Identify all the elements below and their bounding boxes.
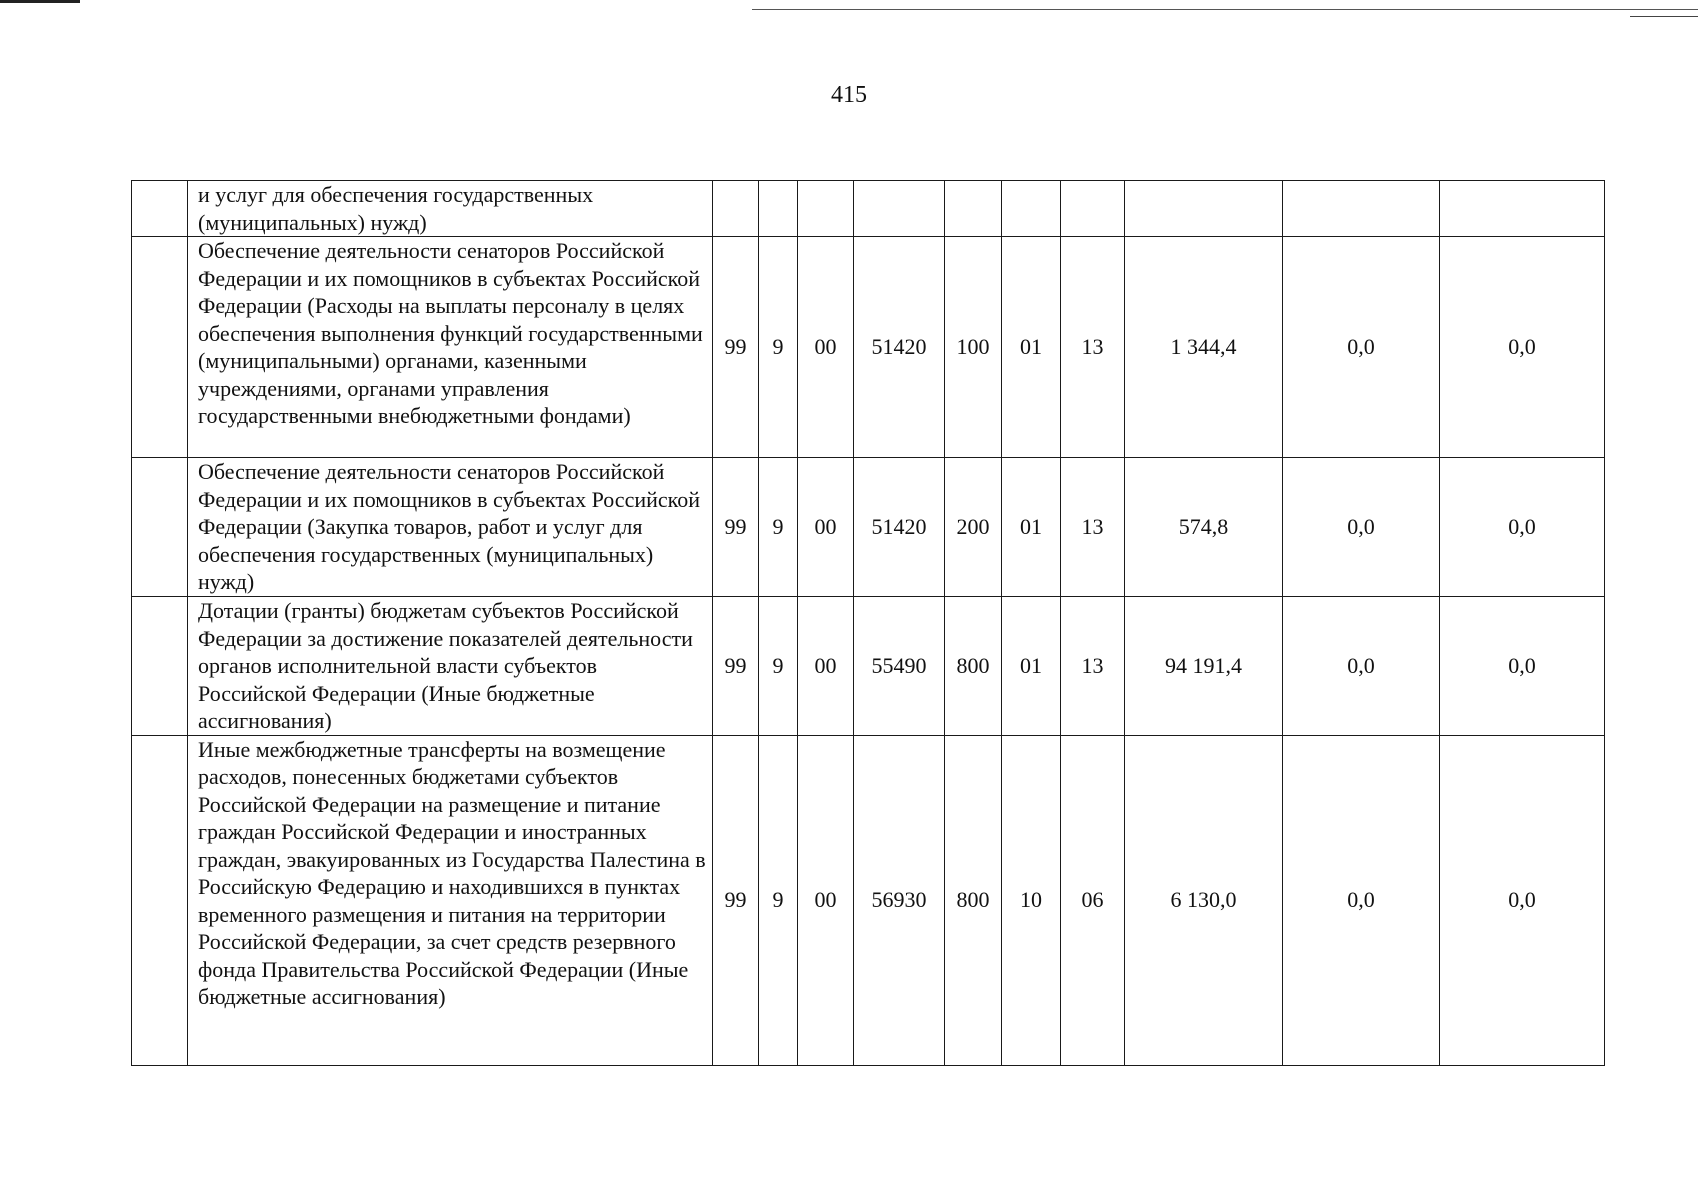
- expense-type-code-cell: 200: [945, 458, 1002, 597]
- expense-type-code-cell: 800: [945, 735, 1002, 1065]
- section-code-cell: 10: [1002, 735, 1061, 1065]
- section-code-cell: 01: [1002, 597, 1061, 736]
- subsection-code-cell: 13: [1061, 458, 1125, 597]
- section-code-cell: [1002, 181, 1061, 237]
- amount-cell: [1283, 181, 1440, 237]
- amount-cell: 0,0: [1440, 458, 1605, 597]
- direction-code-cell: 55490: [854, 597, 945, 736]
- description-cell: Дотации (гранты) бюджетам субъектов Российской Федерации за достижение показателей деятельности органов исполнительной власти субъектов Российской Федерации (Иные бюджетные ассигнования): [188, 597, 713, 736]
- budget-table: [131, 180, 1605, 1066]
- amount-cell: 0,0: [1440, 597, 1605, 736]
- table-row: [132, 597, 1605, 736]
- subprogram-code-cell: 9: [759, 458, 798, 597]
- expense-type-code-cell: [945, 181, 1002, 237]
- row-number-cell: [132, 181, 188, 237]
- scan-artifact-line: [0, 0, 80, 3]
- program-code-cell: 99: [713, 237, 759, 458]
- program-code-cell: 99: [713, 597, 759, 736]
- subsection-code-cell: 06: [1061, 735, 1125, 1065]
- main-event-code-cell: 00: [798, 458, 854, 597]
- amount-cell: 6 130,0: [1125, 735, 1283, 1065]
- amount-cell: [1125, 181, 1283, 237]
- row-number-cell: [132, 458, 188, 597]
- expense-type-code-cell: 800: [945, 597, 1002, 736]
- description-cell: Обеспечение деятельности сенаторов Российской Федерации и их помощников в субъектах Российской Федерации (Закупка товаров, работ и услуг для обеспечения государственных (муниципальных) нужд): [188, 458, 713, 597]
- direction-code-cell: [854, 181, 945, 237]
- amount-cell: 1 344,4: [1125, 237, 1283, 458]
- amount-cell: 574,8: [1125, 458, 1283, 597]
- direction-code-cell: 56930: [854, 735, 945, 1065]
- program-code-cell: [713, 181, 759, 237]
- program-code-cell: 99: [713, 458, 759, 597]
- description-cell: и услуг для обеспечения государственных (муниципальных) нужд): [188, 181, 713, 237]
- amount-cell: 0,0: [1283, 597, 1440, 736]
- subsection-code-cell: 13: [1061, 237, 1125, 458]
- amount-cell: 0,0: [1283, 735, 1440, 1065]
- row-number-cell: [132, 597, 188, 736]
- direction-code-cell: 51420: [854, 237, 945, 458]
- subprogram-code-cell: 9: [759, 237, 798, 458]
- table-row: [132, 458, 1605, 597]
- section-code-cell: 01: [1002, 237, 1061, 458]
- table-row: [132, 735, 1605, 1065]
- main-event-code-cell: [798, 181, 854, 237]
- main-event-code-cell: 00: [798, 597, 854, 736]
- row-number-cell: [132, 237, 188, 458]
- main-event-code-cell: 00: [798, 735, 854, 1065]
- scan-artifact-line: [1630, 16, 1698, 17]
- main-event-code-cell: 00: [798, 237, 854, 458]
- amount-cell: 0,0: [1283, 237, 1440, 458]
- description-cell: Иные межбюджетные трансферты на возмещение расходов, понесенных бюджетами субъектов Российской Федерации на размещение и питание граждан Российской Федерации и иностранных граждан, эвакуированных из Государства Палестина в Российскую Федерацию и находившихся в пунктах временного размещения и питания на территории Российской Федерации, за счет средств резервного фонда Правительства Российской Федерации (Иные бюджетные ассигнования): [188, 735, 713, 1065]
- amount-cell: 94 191,4: [1125, 597, 1283, 736]
- program-code-cell: 99: [713, 735, 759, 1065]
- scan-artifact-line: [752, 9, 1698, 10]
- page-number: 415: [831, 82, 867, 108]
- amount-cell: 0,0: [1440, 735, 1605, 1065]
- amount-cell: 0,0: [1283, 458, 1440, 597]
- direction-code-cell: 51420: [854, 458, 945, 597]
- expense-type-code-cell: 100: [945, 237, 1002, 458]
- subprogram-code-cell: 9: [759, 597, 798, 736]
- section-code-cell: 01: [1002, 458, 1061, 597]
- row-number-cell: [132, 735, 188, 1065]
- amount-cell: 0,0: [1440, 237, 1605, 458]
- subprogram-code-cell: [759, 181, 798, 237]
- amount-cell: [1440, 181, 1605, 237]
- table-row: [132, 237, 1605, 458]
- subsection-code-cell: 13: [1061, 597, 1125, 736]
- description-cell: Обеспечение деятельности сенаторов Российской Федерации и их помощников в субъектах Российской Федерации (Расходы на выплаты персоналу в целях обеспечения выполнения функций государственными (муниципальными) органами, казенными учреждениями, органами управления государственными внебюджетными фондами): [188, 237, 713, 458]
- table-row: [132, 181, 1605, 237]
- subsection-code-cell: [1061, 181, 1125, 237]
- subprogram-code-cell: 9: [759, 735, 798, 1065]
